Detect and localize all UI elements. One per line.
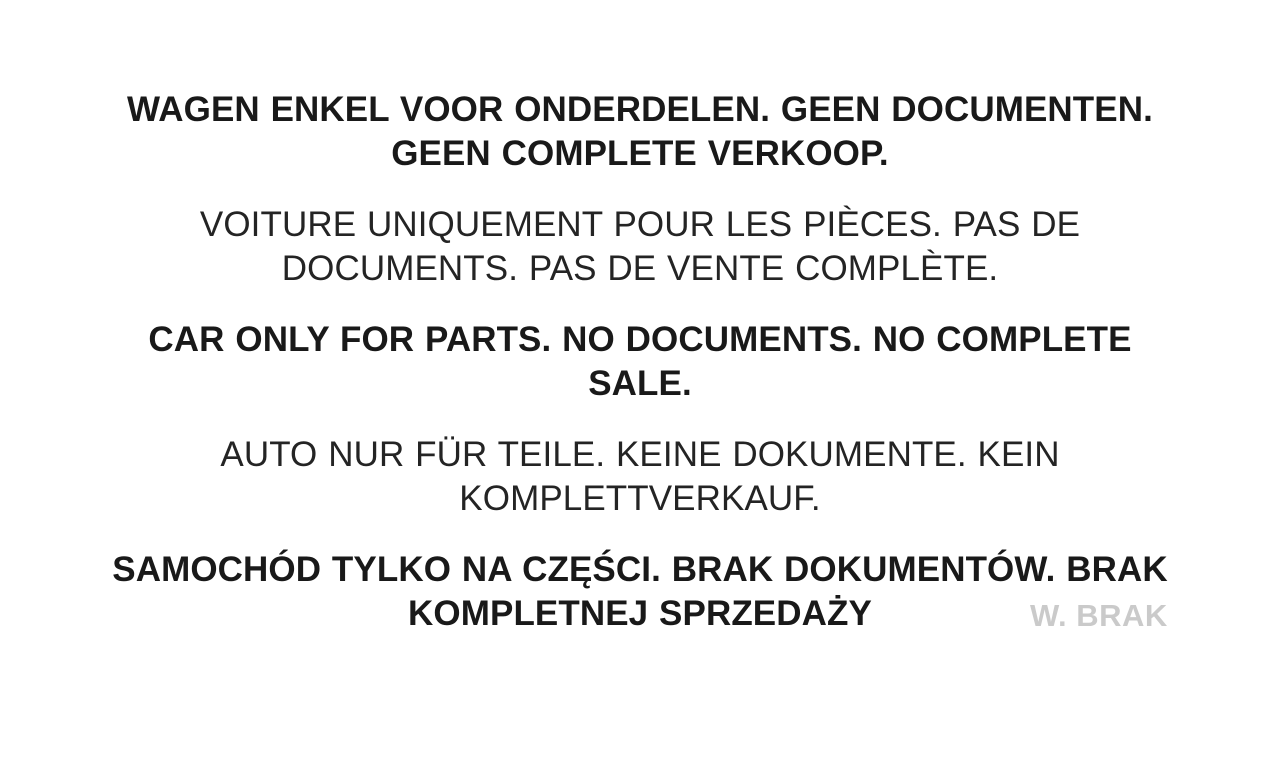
notice-nl-line-1: WAGEN ENKEL VOOR ONDERDELEN. GEEN DOCUMENTEN. <box>127 90 1153 129</box>
overlay-watermark-text: W. BRAK <box>1030 598 1168 633</box>
spacer-nl-fr <box>100 177 1180 203</box>
notice-fr-line-2: DOCUMENTS. PAS DE VENTE COMPLÈTE. <box>281 249 999 289</box>
notice-pl-line-1: SAMOCHÓD TYLKO NA CZĘŚCI. BRAK DOKUMENTÓW. BRAK <box>112 549 1168 589</box>
notice-nl-line-2: GEEN COMPLETE VERKOOP. <box>391 134 889 174</box>
notice-de-line-2: KOMPLETTVERKAUF. <box>459 479 821 519</box>
notice-en-line-2: SALE. <box>588 364 692 404</box>
notice-de-line-1: AUTO NUR FÜR TEILE. KEINE DOKUMENTE. KEIN <box>220 434 1060 474</box>
notice-en-line-1: CAR ONLY FOR PARTS. NO DOCUMENTS. NO COMPLETE <box>148 319 1132 359</box>
notice-fr-line-1: VOITURE UNIQUEMENT POUR LES PIÈCES. PAS DE <box>199 204 1081 244</box>
notice-pl-line-2: KOMPLETNEJ SPRZEDAŻY <box>408 593 872 633</box>
spacer-en-de <box>100 407 1180 433</box>
spacer-de-pl <box>100 522 1180 548</box>
spacer-fr-en <box>100 292 1180 318</box>
multilingual-notice <box>0 88 1280 636</box>
